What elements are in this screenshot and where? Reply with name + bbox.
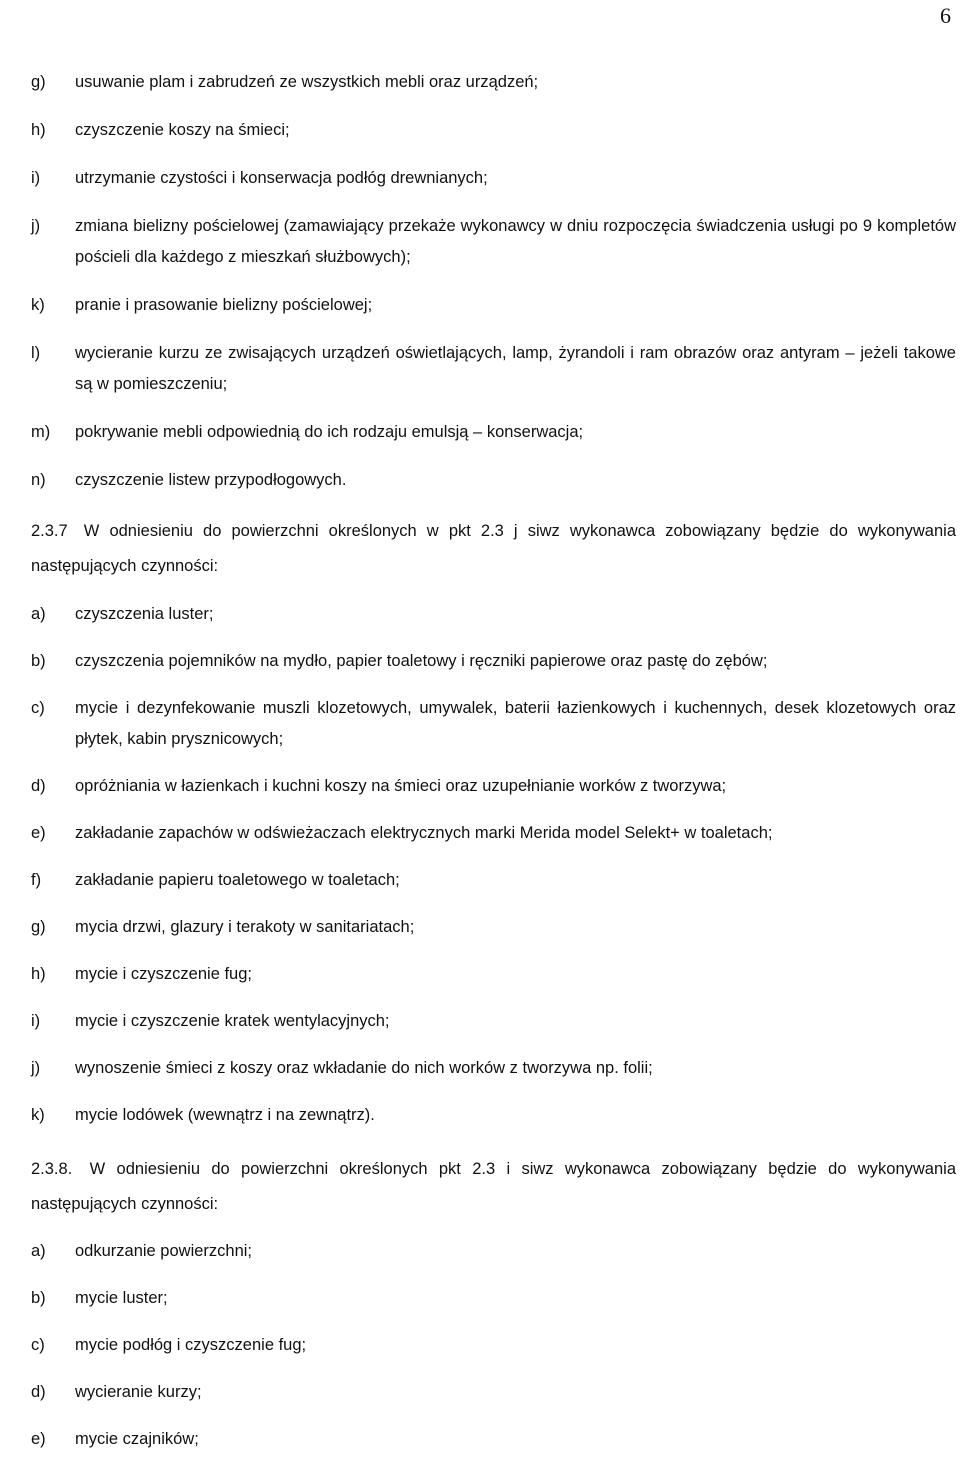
list-item-label: a) (31, 605, 46, 623)
list-item-label: k) (31, 296, 45, 314)
list-item-label: c) (31, 1336, 45, 1354)
list-item-label: k) (31, 1106, 45, 1124)
list-item (31, 693, 956, 755)
list-item-text: opróżniania w łazienkach i kuchni koszy na śmieci oraz uzupełnianie worków z tworzywa; (75, 777, 727, 795)
list-item-label: g) (31, 73, 46, 91)
list-item (31, 211, 956, 273)
list-continued (31, 67, 956, 513)
list-item-text: odkurzanie powierzchni; (75, 1242, 253, 1260)
list-item-text: zakładanie papieru toaletowego w toaletach; (75, 871, 400, 889)
list-item-text: zakładanie zapachów w odświeżaczach elektrycznych marki Merida model Selekt+ w toaletach; (75, 824, 773, 842)
activities-list-a-e (31, 1236, 956, 1471)
list-item (31, 1283, 956, 1314)
list-item-text: mycie czajników; (75, 1430, 199, 1448)
list-item-text: czyszczenia pojemników na mydło, papier toaletowy i ręczniki papierowe oraz pastę do zębów; (75, 652, 768, 670)
section-paragraph (31, 514, 956, 584)
list-item-text: wynoszenie śmieci z koszy oraz wkładanie do nich worków z tworzywa np. folii; (75, 1059, 653, 1077)
list-item (31, 865, 956, 896)
list-item (31, 338, 956, 400)
section-number: 2.3.7 (31, 522, 68, 540)
list-item-text: czyszczenia luster; (75, 605, 214, 623)
list-item-label: m) (31, 423, 51, 441)
section-2-3-7 (31, 514, 956, 584)
list-item-label: b) (31, 1289, 46, 1307)
list-item-text: mycie i czyszczenie kratek wentylacyjnych; (75, 1012, 390, 1030)
list-item (31, 1100, 956, 1131)
list-item (31, 115, 956, 146)
list-item-text: mycie lodówek (wewnątrz i na zewnątrz). (75, 1106, 375, 1124)
list-item-text: mycie luster; (75, 1289, 168, 1307)
section-number: 2.3.8. (31, 1160, 73, 1178)
section-paragraph (31, 1152, 956, 1222)
list-item-text: pokrywanie mebli odpowiednią do ich rodzaju emulsją – konserwacja; (75, 423, 584, 441)
activities-list-a-k (31, 599, 956, 1147)
list-item-label: b) (31, 652, 46, 670)
list-item-text: czyszczenie listew przypodłogowych. (75, 471, 347, 489)
list-item-text: czyszczenie koszy na śmieci; (75, 121, 290, 139)
list-item (31, 163, 956, 194)
list-item-label: d) (31, 1383, 46, 1401)
section-text: W odniesieniu do powierzchni określonych pkt 2.3 i siwz wykonawca zobowiązany będzie do wykonywania następujących czynności: (31, 1160, 956, 1213)
list-item (31, 1236, 956, 1267)
list-item-label: j) (31, 217, 41, 235)
list-item-label: j) (31, 1059, 41, 1077)
list-item-label: h) (31, 121, 46, 139)
section-text: W odniesieniu do powierzchni określonych w pkt 2.3 j siwz wykonawca zobowiązany będzie do wykonywania następujących czynności: (31, 522, 956, 575)
list-item-label: e) (31, 824, 46, 842)
list-item-label: l) (31, 344, 41, 362)
list-item-text: mycie podłóg i czyszczenie fug; (75, 1336, 307, 1354)
list-item-label: g) (31, 918, 46, 936)
list-item (31, 465, 956, 496)
list-item-label: n) (31, 471, 46, 489)
list-item-label: d) (31, 777, 46, 795)
list-item-text: wycieranie kurzu ze zwisających urządzeń oświetlających, lamp, żyrandoli i ram obrazów oraz antyram – jeżeli takowe są w pomieszczeniu; (75, 344, 956, 393)
list-item-text: mycie i czyszczenie fug; (75, 965, 252, 983)
list-item-text: mycie i dezynfekowanie muszli klozetowych, umywalek, baterii łazienkowych i kuchennych, desek klozetowych oraz płytek, kabin prysznicowych; (75, 699, 956, 748)
list-item-label: i) (31, 169, 41, 187)
list-item-text: usuwanie plam i zabrudzeń ze wszystkich mebli oraz urządzeń; (75, 73, 539, 91)
list-item (31, 1053, 956, 1084)
list-item-label: a) (31, 1242, 46, 1260)
list-item (31, 818, 956, 849)
list-item (31, 771, 956, 802)
section-2-3-8 (31, 1152, 956, 1222)
list-item-text: pranie i prasowanie bielizny pościelowej; (75, 296, 373, 314)
list-item (31, 1006, 956, 1037)
list-item-text: utrzymanie czystości i konserwacja podłóg drewnianych; (75, 169, 488, 187)
list-item-label: e) (31, 1430, 46, 1448)
list-item (31, 959, 956, 990)
list-item-label: i) (31, 1012, 41, 1030)
list-item (31, 599, 956, 630)
list-item (31, 1424, 956, 1455)
list-item (31, 912, 956, 943)
list-item (31, 646, 956, 677)
list-item (31, 67, 956, 98)
list-item-text: zmiana bielizny pościelowej (zamawiający przekaże wykonawcy w dniu rozpoczęcia świadczenia usługi po 9 kompletów pościeli dla każdego z mieszkań służbowych); (75, 217, 956, 266)
list-item-label: h) (31, 965, 46, 983)
list-item-label: f) (31, 871, 42, 889)
page-number: 6 (940, 3, 951, 28)
list-item (31, 1330, 956, 1361)
list-item-label: c) (31, 699, 45, 717)
list-item (31, 1377, 956, 1408)
list-item-text: mycia drzwi, glazury i terakoty w sanitariatach; (75, 918, 415, 936)
list-item (31, 290, 956, 321)
list-item-text: wycieranie kurzy; (75, 1383, 202, 1401)
list-item (31, 417, 956, 448)
